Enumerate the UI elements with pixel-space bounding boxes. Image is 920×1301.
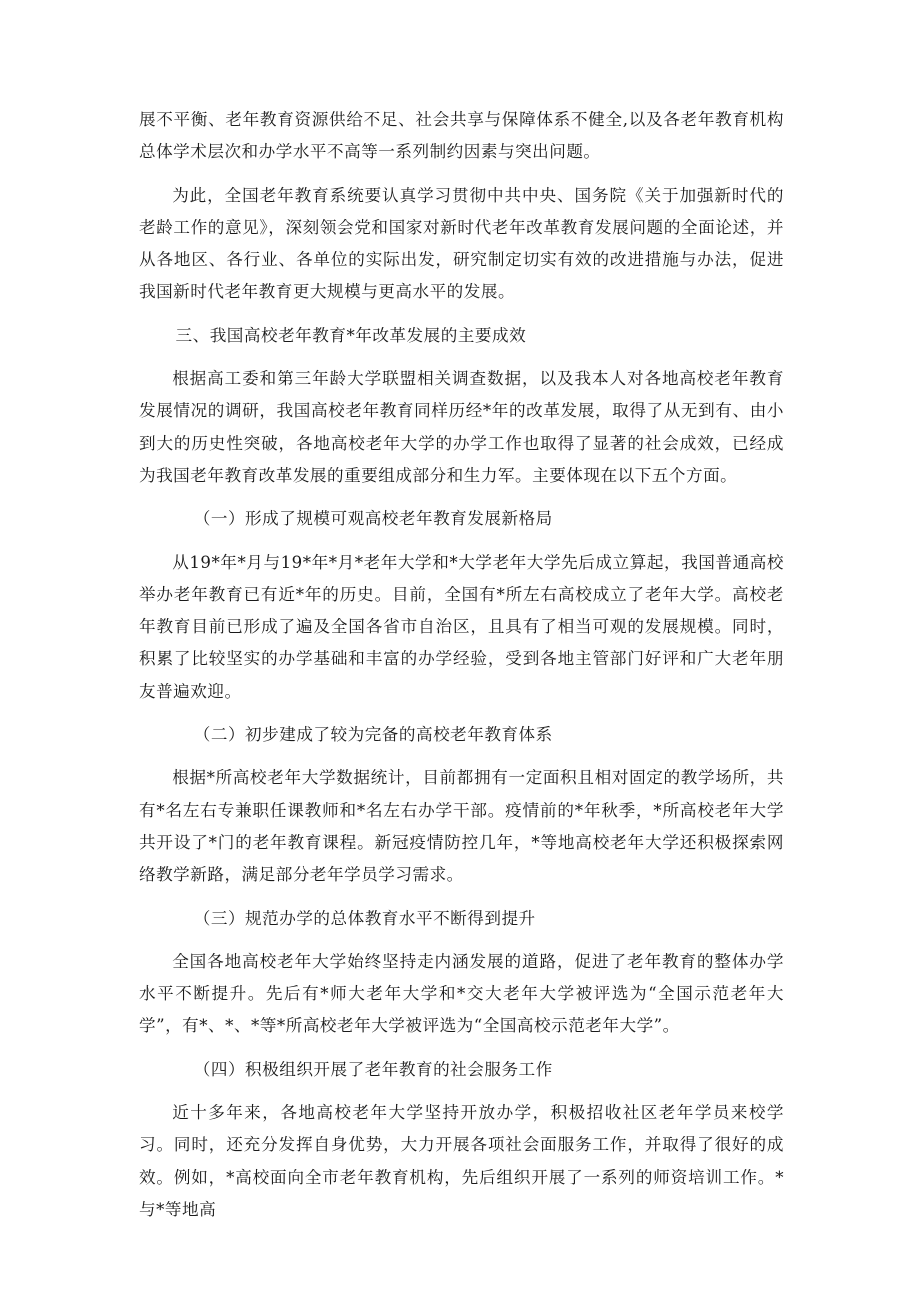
subsection-heading-4: （四）积极组织开展了老年教育的社会服务工作 xyxy=(193,1059,553,1079)
subsection-heading-1: （一）形成了规模可观高校老年教育发展新格局 xyxy=(193,509,553,529)
document-body xyxy=(139,104,784,1237)
section-heading: 三、我国高校老年教育*年改革发展的主要成效 xyxy=(175,325,527,345)
subsection-heading-3: （三）规范办学的总体教育水平不断得到提升 xyxy=(193,908,536,928)
paragraph-body: 近十多年来，各地高校老年大学坚持开放办学，积极招收社区老年学员来校学习。同时，还充分发挥自身优势，大力开展各项社会面服务工作，并取得了很好的成效。例如，*高校面向全市老年教育机构，先后组织开展了一系列的师资培训工作。*与*等地高 xyxy=(139,1103,784,1219)
paragraph-body: 为此，全国老年教育系统要认真学习贯彻中共中央、国务院《关于加强新时代的老龄工作的意见》，深刻领会党和国家对新时代老年改革教育发展问题的全面论述，并从各地区、各行业、各单位的实际出发，研究制定切实有效的改进措施与办法，促进我国新时代老年教育更大规模与更高水平的发展。 xyxy=(139,185,784,302)
subsection-heading-2: （二）初步建成了较为完备的高校老年教育体系 xyxy=(193,725,553,745)
paragraph-body: 全国各地高校老年大学始终坚持走内涵发展的道路，促进了老年教育的整体办学水平不断提升。先后有*师大老年大学和*交大老年大学被评选为“全国示范老年大学”，有*、*、*等*所高校老年大学被评选为“全国高校示范老年大学”。 xyxy=(139,951,784,1036)
paragraph-continuation: 展不平衡、老年教育资源供给不足、社会共享与保障体系不健全,以及各老年教育机构总体学术层次和办学水平不高等一系列制约因素与突出问题。 xyxy=(139,110,784,162)
paragraph-body: 从19*年*月与19*年*月*老年大学和*大学老年大学先后成立算起，我国普通高校举办老年教育已有近*年的历史。目前，全国有*所左右高校成立了老年大学。高校老年教育目前已形成了遍及全国各省市自治区，且具有了相当可观的发展规模。同时，积累了比较坚实的办学基础和丰富的办学经验，受到各地主管部门好评和广大老年朋友普遍欢迎。 xyxy=(139,552,784,701)
paragraph-body: 根据*所高校老年大学数据统计，目前都拥有一定面积且相对固定的教学场所，共有*名左右专兼职任课教师和*名左右办学干部。疫情前的*年秋季，*所高校老年大学共开设了*门的老年教育课程。新冠疫情防控几年，*等地高校老年大学还积极探索网络教学新路，满足部分老年学员学习需求。 xyxy=(139,768,784,885)
paragraph-body: 根据高工委和第三年龄大学联盟相关调查数据，以及我本人对各地高校老年教育发展情况的调研，我国高校老年教育同样历经*年的改革发展，取得了从无到有、由小到大的历史性突破，各地高校老年大学的办学工作也取得了显著的社会成效，已经成为我国老年教育改革发展的重要组成部分和生力军。主要体现在以下五个方面。 xyxy=(139,369,784,485)
